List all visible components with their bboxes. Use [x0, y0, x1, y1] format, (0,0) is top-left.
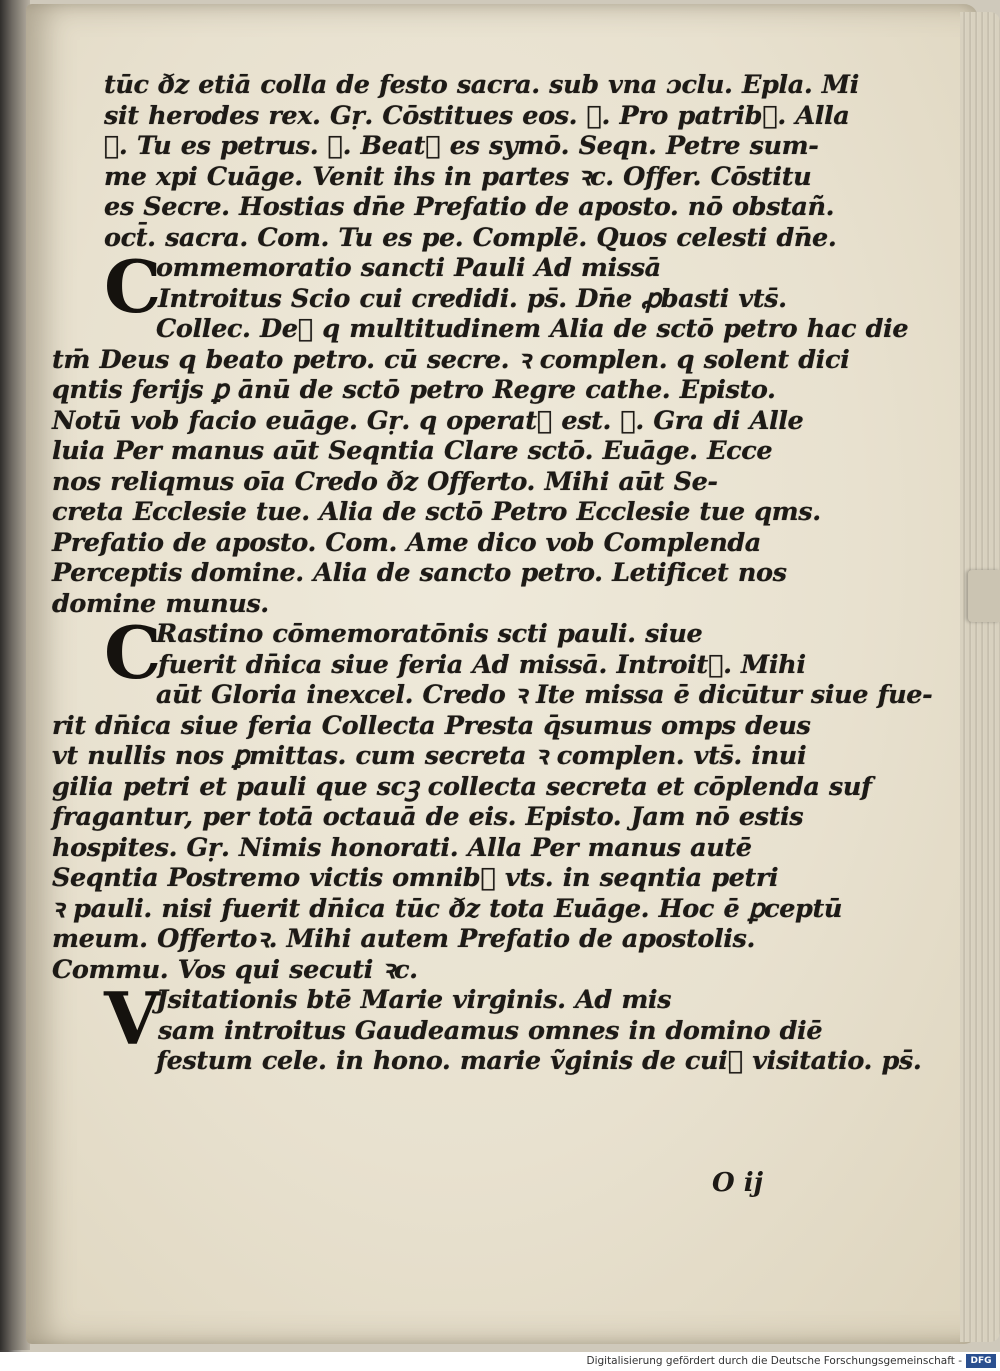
text-line: domine munus. [52, 588, 269, 619]
text-line: festum cele. in hono. marie ṽginis de cui᷒ visitatio. ps̄. [156, 1046, 922, 1076]
drop-initial: C [104, 610, 162, 695]
section-visitationis [104, 976, 922, 1077]
text-line: meum. Offertoꝛ. Mihi autem Prefatio de apostolis. [52, 924, 755, 954]
text-line: ℣. Tu es petrus. ℣. Beat᷒ es symō. Seqn. Petre sum- [104, 131, 819, 161]
text-line: sit herodes rex. Gṛ. Cōstitues eos. ℣. Pro patrib᷒. Alla [104, 100, 850, 131]
text-line: gilia petri et pauli que scꝫ collecta secreta et cōplenda suf [52, 771, 872, 802]
text-line: hospites. Gṛ. Nimis honorati. Alla Per manus autē [52, 832, 752, 863]
text-line: es Secre. Hostias dn̄e Prefatio de aposto. nō obstañ. [104, 192, 835, 222]
page-tab [968, 570, 1000, 622]
text-line: Collec. De᷒ q multitudinem Alia de sctō petro hac die [156, 314, 909, 344]
text-line: ꝛ pauli. nisi fuerit dn̄ica tūc ðz tota Euāge. Hoc ē ꝑceptū [52, 893, 842, 924]
text-line: Introitus Scio cui credidi. ps̄. Dn̄e ꝓbasti vts̄. [158, 283, 787, 314]
text-line: Rastino cōmemoratōnis scti pauli. siue [156, 619, 703, 649]
text-line: qntis ferijs ꝑ ānū de sctō petro Regre cathe. Episto. [52, 375, 776, 405]
text-line: aūt Gloria inexcel. Credo ꝛ Ite missa ē dicūtur siue fue- [156, 680, 933, 710]
signature-mark: O ij [712, 1168, 763, 1198]
funding-credit: Digitalisierung gefördert durch die Deutsche Forschungsgemeinschaft - [586, 1355, 962, 1367]
section-crastino [52, 610, 933, 985]
text-line: tūc ðz etiā colla de festo sacra. sub vna ɔclu. Epla. Mi [104, 70, 859, 100]
text-line: Perceptis domine. Alia de sancto petro. Letificet nos [52, 558, 787, 588]
drop-initial: C [104, 244, 162, 329]
section-commemoratio-pauli [52, 244, 909, 619]
text-line: nos reliqmus oīa Credo ðz Offerto. Mihi aūt Se- [52, 466, 718, 497]
page-text [52, 70, 933, 1077]
text-line: Notū vob facio euāge. Gṛ. q operat᷒ est. ℣. Gra di Alle [52, 405, 804, 436]
text-line: rit dn̄ica siue feria Collecta Presta q̄sumus omps deus [52, 710, 811, 741]
text-line: oct̄. sacra. Com. Tu es pe. Complē. Quos celesti dn̄e. [104, 222, 837, 253]
page-edge-stack [960, 12, 1000, 1342]
text-line: ommemoratio sancti Pauli Ad missā [156, 253, 661, 283]
text-line: luia Per manus aūt Seqntia Clare sctō. Euāge. Ecce [52, 436, 773, 466]
text-line: Prefatio de aposto. Com. Ame dico vob Complenda [52, 527, 761, 558]
text-line: creta Ecclesie tue. Alia de sctō Petro Ecclesie tue qms. [52, 497, 821, 527]
dfg-logo: DFG [966, 1354, 996, 1368]
text-line: fuerit dn̄ica siue feria Ad missā. Introit᷒. Mihi [158, 649, 806, 680]
text-line: Commu. Vos qui secuti ꝛc. [52, 954, 418, 985]
text-line: Jsitationis btē Marie virginis. Ad mis [156, 985, 672, 1015]
drop-initial: V [104, 976, 160, 1061]
text-line: tm̄ Deus q beato petro. cū secre. ꝛ complen. q solent dici [52, 344, 850, 375]
text-line: me xpi Cuāge. Venit ihs in partes ꝛc. Offer. Cōstitu [104, 161, 812, 192]
text-line: vt nullis nos ꝑmittas. cum secreta ꝛ complen. vts̄. inui [52, 741, 807, 771]
text-line: sam introitus Gaudeamus omnes in domino diē [158, 1015, 823, 1046]
text-line: fragantur, per totā octauā de eis. Episto. Jam nō estis [52, 802, 804, 832]
opening-paragraph [104, 70, 859, 253]
text-line: Seqntia Postremo victis omnib᷒ vts. in seqntia petri [52, 863, 779, 893]
